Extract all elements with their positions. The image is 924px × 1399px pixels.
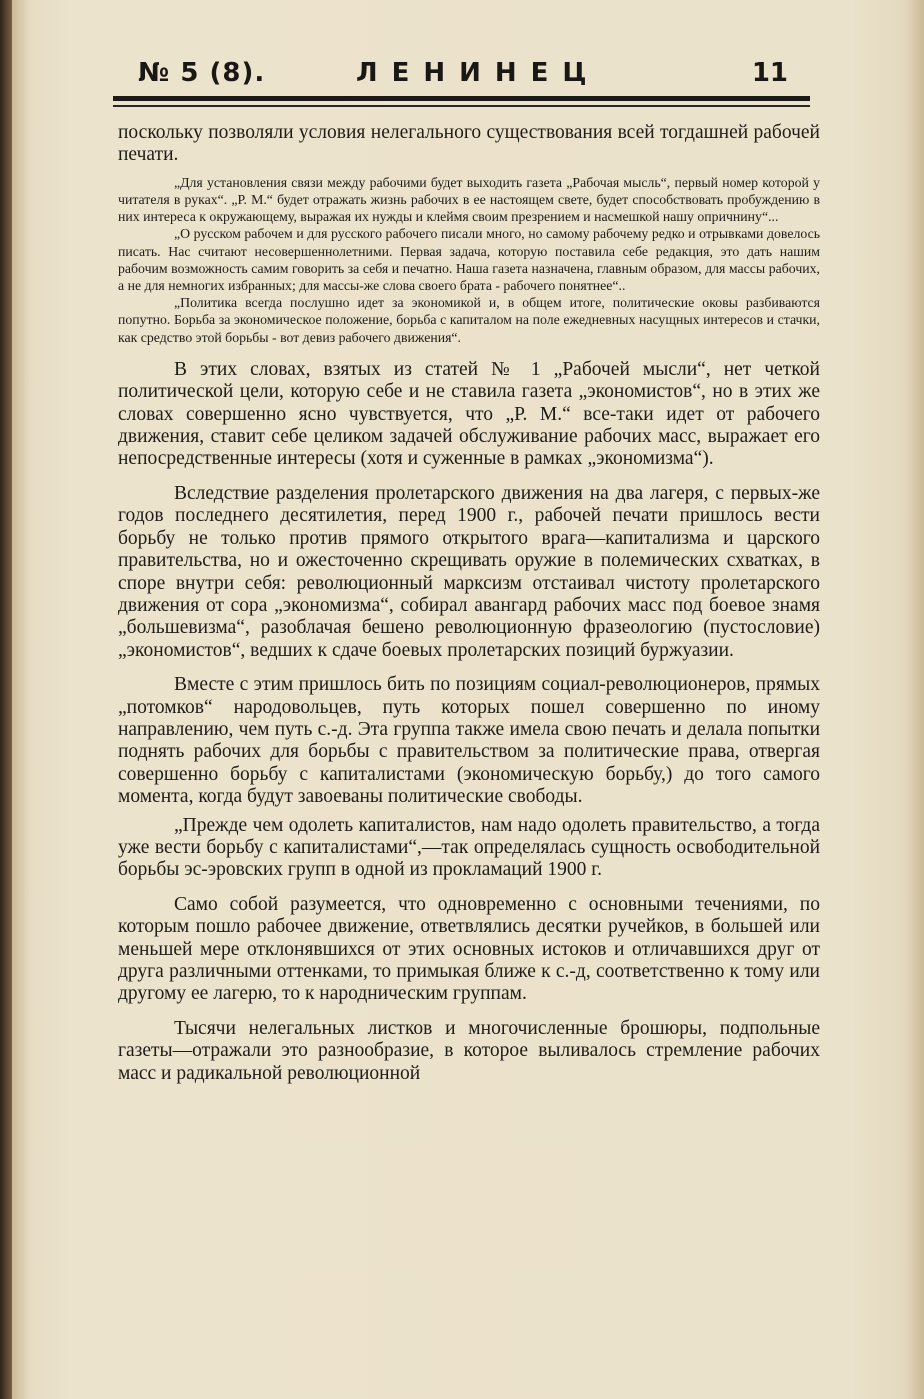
paragraph: Тысячи нелегальных листков и многочисленные брошюры, подпольные газеты—отражали это разнообразие, в которое выливалось стремление рабочих масс и радикальной революционной [118, 1017, 820, 1084]
quote-paragraph: „О русском рабочем и для русского рабочего писали много, но самому рабочему редко и отрывками довелось писать. Нас считают несовершеннолетними. Первая задача, которую поставила себе редакция, это дать нашим рабочим возможность самим говорить за себя и печатно. Наша газета назначена, главным образом, для массы рабочих, а не для немногих избранных; для массы-же слова своего брата - рабочего понятнее“.. [118, 226, 820, 294]
page-number: 11 [751, 58, 788, 88]
paragraph: „Прежде чем одолеть капиталистов, нам надо одолеть правительство, а тогда уже вести борьбу с капиталистами“,—так определялась сущность освободительной борьбы эс-эровских групп в одной из прокламаций 1900 г. [118, 814, 820, 881]
paragraph: поскольку позволяли условия нелегального существования всей тогдашней рабочей печати. [118, 122, 820, 166]
quote-paragraph: „Политика всегда послушно идет за экономикой и, в общем итоге, политические оковы разбиваются попутно. Борьба за экономическое положение, борьба с капиталом на поле ежедневных насущных интересов и стачки, как средство этой борьбы - вот девиз рабочего движения“. [118, 295, 820, 345]
paragraph: Вследствие разделения пролетарского движения на два лагеря, с первых-же годов последнего десятилетия, перед 1900 г., рабочей печати пришлось вести борьбу не только против прямого открытого врага—капитализма и царского правительства, но и ожесточенно скрещивать оружие в полемических схватках, в споре внутри себя: революционный марксизм отстаивал чистоту пролетарского движения от сора „экономизма“, собирал авангард рабочих масс под боевое знамя „большевизма“, разоблачая бешено революционную фразеологию (пустословие) „экономистов“, ведших к сдаче боевых пролетарских позиций буржуазии. [118, 482, 820, 661]
paragraph: В этих словах, взятых из статей № 1 „Рабочей мысли“, нет четкой политической цели, которую себе и не ставила газета „экономистов“, но в этих же словах совершенно ясно чувствуется, что „Р. М.“ все-таки идет от рабочего движения, ставит себе целиком задачей обслуживание рабочих масс, выражает его непосредственные интересы (хотя и суженные в рамках „экономизма“). [118, 358, 820, 470]
page-header [138, 58, 788, 96]
book-spine-shadow [0, 0, 12, 1399]
newspaper-title: ЛЕНИНЕЦ [356, 58, 601, 88]
issue-number: № 5 (8). [138, 58, 266, 88]
header-rule-thin [113, 105, 810, 107]
header-rule-thick [113, 96, 810, 101]
paragraph: Вместе с этим пришлось бить по позициям социал-революционеров, прямых „потомков“ народовольцев, путь которых пошел совершенно по иному направлению, чем путь с.-д. Эта группа также имела свою печать и делала попытки поднять рабочих для борьбы с правительством за политические права, отвергая совершенно борьбу с капиталистами (экономическую борьбу,) до того самого момента, когда будут завоеваны политические свободы. [118, 674, 820, 808]
quote-paragraph: „Для установления связи между рабочими будет выходить газета „Рабочая мысль“, первый номер которой у читателя в руках“. „Р. М.“ будет отражать жизнь рабочих в ее настоящем свете, будет способствовать пробуждению в них интереса к окружающему, выражая их нужды и клеймя своим презрением и насмешкой нашу опричнину“... [118, 174, 820, 225]
paragraph: Само собой разумеется, что одновременно с основными течениями, по которым пошло рабочее движение, ответвлялись десятки ручейков, в большей или меньшей мере отклонявшихся от этих основных истоков и отличавшихся друг от друга различными оттенками, то примыкая ближе к с.-д, соответственно к тому или другому ее лагерю, то к народническим группам. [118, 893, 820, 1005]
article-body [118, 122, 820, 1085]
